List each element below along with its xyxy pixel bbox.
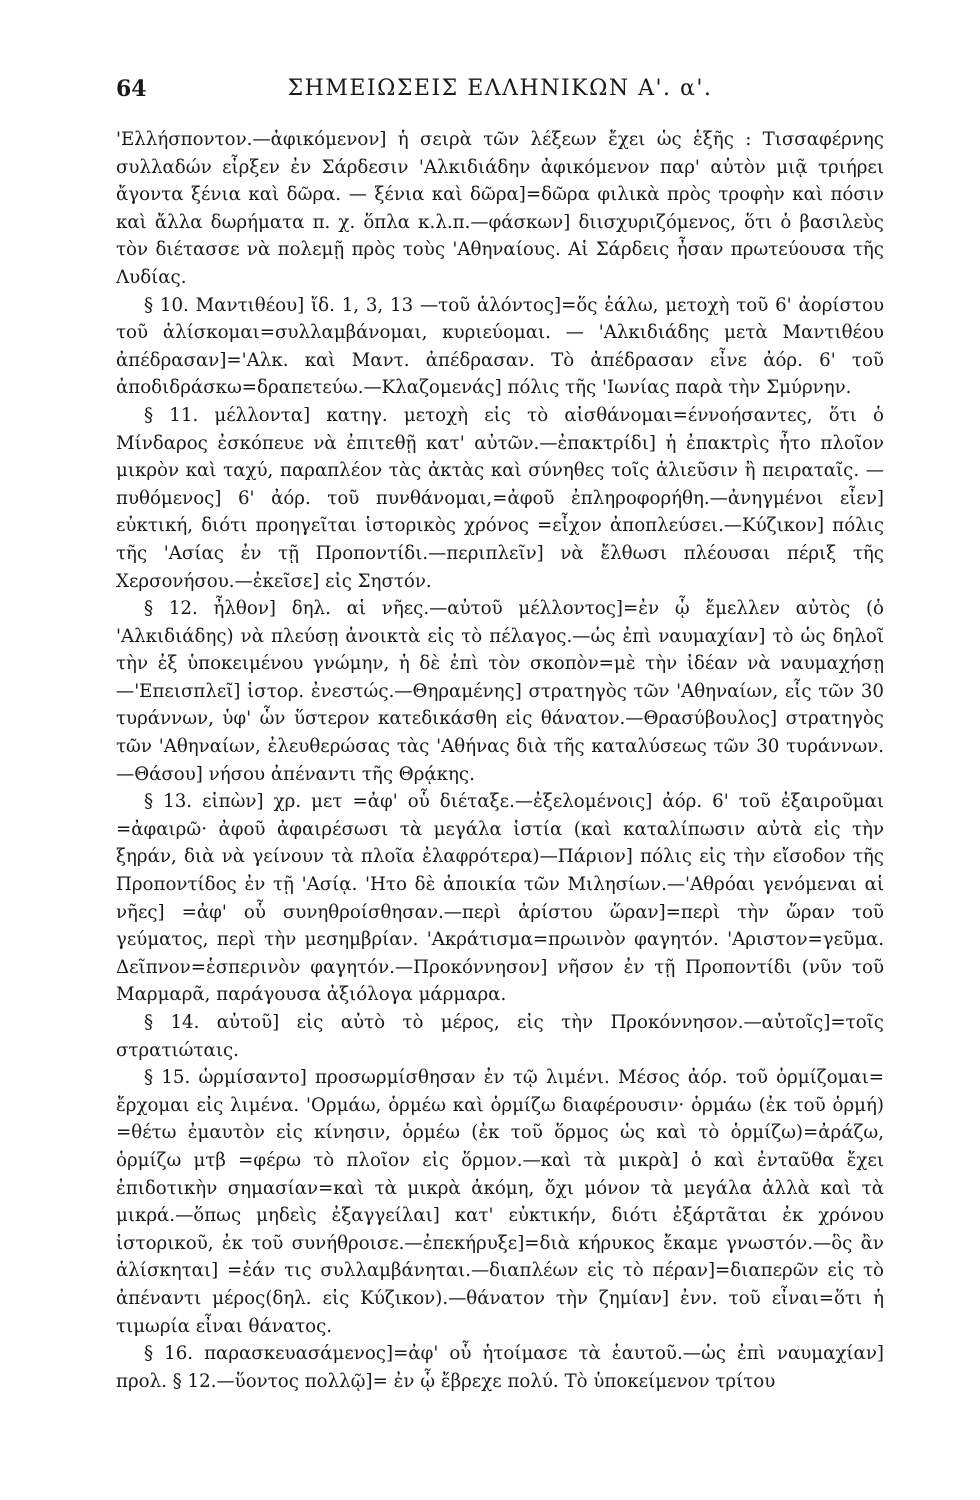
paragraph-note-11: § 11. μέλλοντα] κατηγ. μετοχὴ εἰς τὸ αἰσθάνομαι=έννοήσαντες, ὅτι ὁ Μίνδαρος ἐσκόπευε νὰ ἐπιτεθῇ κατ' αὐτῶν.—ἐπακτρίδι] ἡ ἐπακτρὶς ἦτο πλοῖον μικρὸν καὶ ταχύ, παραπλέον τὰς ἀκτὰς καὶ σύνηθες τοῖς ἁλιεῦσιν ἢ πειραταῖς. — πυθόμενος] 6' ἀόρ. τοῦ πυνθάνομαι,=ἀφοῦ ἐπληροφορήθη.—ἀνηγμένοι εἶεν] εὐκτική, διότι προηγεῖται ἱστορικὸς χρόνος =εἶχον ἀποπλεύσει.—Κύζικον] πόλις τῆς 'Ασίας ἐν τῇ Προποντίδι.—περιπλεῖν] νὰ ἔλθωσι πλέουσαι πέριξ τῆς Χερσονήσου.—ἐκεῖσε] εἰς Σηστόν. [116,404,884,592]
paragraph-note-15: § 15. ὡρμίσαντο] προσωρμίσθησαν ἐν τῷ λιμένι. Μέσος ἀόρ. τοῦ ὁρμίζομαι= ἔρχομαι εἰς λιμένα. 'Ορμάω, ὁρμέω καὶ ὁρμίζω διαφέρουσιν· ὁρμάω (ἐκ τοῦ ὁρμή) =θέτω ἐμαυτὸν εἰς κίνησιν, ὁρμέω (ἐκ τοῦ ὅρμος ὡς καὶ τὸ ὁρμίζω)=ἀράζω, ὁρμίζω μτβ =φέρω τὸ πλοῖον εἰς ὅρμον.—καὶ τὰ μικρὰ] ὁ καὶ ἐνταῦθα ἔχει ἐπιδοτικὴν σημασίαν=καὶ τὰ μικρὰ ἀκόμη, ὄχι μόνον τὰ μεγάλα ἀλλὰ καὶ τὰ μικρά.—ὅπως μηδεὶς ἐξαγγείλαι] κατ' εὐκτικήν, διότι ἐξάρτᾶται ἐκ χρόνου ἱστορικοῦ, ἐκ τοῦ συνήθροισε.—ἐπεκήρυξε]=διὰ κήρυκος ἔκαμε γνωστόν.—ὃς ἂν ἁλίσκηται] =ἐάν τις συλλαμβάνηται.—διαπλέων εἰς τὸ πέραν]=διαπερῶν εἰς τὸ ἀπέναντι μέρος(δηλ. εἰς Κύζικον).—θάνατον τὴν ζημίαν] ἐνν. τοῦ εἶναι=ὅτι ἡ τιμωρία εἶναι θάνατος. [116,1067,884,1337]
page-number: 64 [116,76,147,102]
paragraph-note-9: 'Ελλήσποντον.—ἀφικόμενον] ἡ σειρὰ τῶν λέξεων ἔχει ὡς ἑξῆς : Τισσαφέρνης συλλαδών εἶρξεν ἐν Σάρδεσιν 'Αλκιδιάδην ἀφικόμενον παρ' αὐτὸν μιᾷ τριήρει ἄγοντα ξένια καὶ δῶρα. — ξένια καὶ δῶρα]=δῶρα φιλικὰ πρὸς τροφὴν καὶ πόσιν καὶ ἄλλα δωρήματα π. χ. ὅπλα κ.λ.π.—φάσκων] διισχυριζόμενος, ὅτι ὁ βασιλεὺς τὸν διέτασσε νὰ πολεμῇ πρὸς τοὺς 'Αθηναίους. Αἱ Σάρδεις ἦσαν πρωτεύουσα τῆς Λυδίας. [116,129,884,288]
page-header [116,76,884,120]
paragraph-note-13: § 13. εἰπὼν] χρ. μετ =ἀφ' οὗ διέταξε.—ἐξελομένοις] ἀόρ. 6' τοῦ ἐξαιροῦμαι =ἀφαιρῶ· ἀφοῦ ἀφαιρέσωσι τὰ μεγάλα ἱστία (καὶ καταλίπωσιν αὐτὰ εἰς τὴν ξηράν, διὰ νὰ γείνουν τὰ πλοῖα ἐλαφρότερα)—Πάριον] πόλις εἰς τὴν εἴσοδον τῆς Προποντίδος ἐν τῇ 'Ασίᾳ. 'Ητο δὲ ἀποικία τῶν Μιλησίων.—'Αθρόαι γενόμεναι αἱ νῆες] =ἀφ' οὗ συνηθροίσθησαν.—περὶ ἀρίστου ὥραν]=περὶ τὴν ὥραν τοῦ γεύματος, περὶ τὴν μεσημβρίαν. 'Ακράτισμα=πρωινὸν φαγητόν. 'Αριστον=γεῦμα. Δεῖπνον=ἑσπερινὸν φαγητόν.—Προκόννησον] νῆσον ἐν τῇ Προποντίδι (νῦν τοῦ Μαρμαρᾶ, παράγουσα ἀξιόλογα μάρμαρα. [116,791,884,1006]
paragraph-note-12: § 12. ἦλθον] δηλ. αἱ νῆες.—αὐτοῦ μέλλοντος]=ἐν ᾧ ἔμελλεν αὐτὸς (ὁ 'Αλκιδιάδης) νὰ πλεύσῃ ἀνοικτὰ εἰς τὸ πέλαγος.—ὡς ἐπὶ ναυμαχίαν] τὸ ὡς δηλοῖ τὴν ἐξ ὑποκειμένου γνώμην, ἡ δὲ ἐπὶ τὸν σκοπὸν=μὲ τὴν ἰδέαν νὰ ναυμαχήσῃ —'Επεισπλεῖ] ἱστορ. ἐνεστώς.—Θηραμένης] στρατηγὸς τῶν 'Αθηναίων, εἷς τῶν 30 τυράννων, ὑφ' ὧν ὕστερον κατεδικάσθη εἰς θάνατον.—Θρασύβουλος] στρατηγὸς τῶν 'Αθηναίων, ἐλευθερώσας τὰς 'Αθήνας διὰ τῆς καταλύσεως τῶν 30 τυράννων.—Θάσου] νήσου ἀπέναντι τῆς Θρᾴκης. [116,598,884,785]
paragraph-note-14: § 14. αὐτοῦ] εἰς αὐτὸ τὸ μέρος, εἰς τὴν Προκόννησον.—αὐτοῖς]=τοῖς στρατιώταις. [116,1012,884,1061]
running-title: ΣΗΜΕΙΩΣΕΙΣ ΕΛΛΗΝΙΚΩΝ Α'. α'. [287,76,713,101]
paragraph-note-16: § 16. παρασκευασάμενος]=ἀφ' οὗ ἡτοίμασε τὰ ἑαυτοῦ.—ὡς ἐπὶ ναυμαχίαν] προλ. § 12.—ὕοντος πολλῷ]= ἐν ᾧ ἔβρεχε πολύ. Τὸ ὑποκείμενον τρίτου [116,1343,884,1392]
body-text [116,126,884,1395]
paragraph-note-10: § 10. Μαντιθέου] ἴδ. 1, 3, 13 —τοῦ ἁλόντος]=ὅς ἑάλω, μετοχὴ τοῦ 6' ἀορίστου τοῦ ἁλίσκομαι=συλλαμβάνομαι, κυριεύομαι. — 'Αλκιδιάδης μετὰ Μαντιθέου ἀπέδρασαν]='Αλκ. καὶ Μαντ. ἀπέδρασαν. Τὸ ἀπέδρασαν εἶνε ἀόρ. 6' τοῦ ἀποδιδράσκω=δραπετεύω.—Κλαζομενάς] πόλις τῆς 'Ιωνίας παρὰ τὴν Σμύρνην. [116,294,884,399]
